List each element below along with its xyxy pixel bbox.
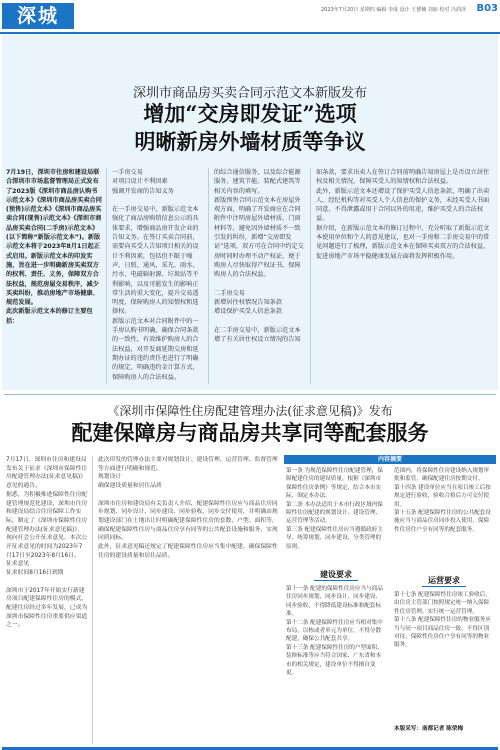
- subhead-build: 建设要求: [320, 570, 352, 579]
- page-header: [0, 0, 500, 34]
- article1-lead: 7月19日，深圳市住房和建设局联合深圳市市场监督管理局正式发布了2023版《深圳市商品房认购书示范文本》《深圳市商品房买卖合同(预售)示范文本》《深圳市商品房买卖合同(现售)示范文本》《深圳市商品房买卖合同(二手房)示范文本》(以下简称“新版示范文本”)。新版示范文本将于2023年8月1日起正式启用。新版示范文本的印发实施，旨在进一步明确新房买卖双方的权利、责任、义务，保障双方合法权益，规范房屋交易秩序，减少买卖纠纷，推动房地产市场健康、规范发展。 此次新版示范文本的修订主要包括：: [6, 169, 102, 325]
- subhead-underline: [314, 580, 358, 581]
- article2-column-2: 此次印发的管理办法主要对规划设计、建设管理、运营管理、监督管理等方面进行明确和规范。 规划设计 确保建设质量和居住品质 深圳市住房和建设局有关负责人介绍，配建保障性住房应与商品住房同步规划、同步设计、同步建设、同步验收、同步交付使用，并明确由规划建设部门在土地出让时明确配建保障性住房的套数、户型、面积等，确保配建保障性住房与商品住房享有同等的公共配套设施和服务，实现同质同标。 此外，征求意见稿还规定了配建保障性住房应当集中配建，确保保障性住房的建设质量和居住品质。: [98, 457, 278, 559]
- article1-column-2: 一手房交易 对项目设计不利因素 强调开发商的告知义务 在一手房交易中，新版示范文本强化了商品房购销信息公示的具体要求，增强商品房开发企业的告知义务。在签订买卖合同前，需要向买受人告知项目相关的设计不利因素，包括但不限于噪声、日照、通风、采光、雨水、污水、电磁辐射源、垃圾站等不利影响，以及可能发生的影响正常生活的重大变化，提升交易透明度，保障购房人的知情权和选择权。 新版示范文本对合同附件中的一手房认购书明确，确保合同条款的一致性，有效维护购房人的合法权益，对开发商延期交房和延期办证的违约责任也进行了明确的规定，明确违约金计算方式，保障购房人的合法权益。: [112, 169, 199, 381]
- article2-kicker: 《深圳市保障性住房配建管理办法(征求意见稿)》发布: [107, 404, 393, 418]
- subhead-underline: [422, 586, 466, 587]
- column-divider: [106, 168, 107, 384]
- article1-headline-line2: 明晰新房外墙材质等争议: [134, 129, 366, 154]
- subhead-ops: 运营要求: [428, 576, 460, 585]
- page-number: B03: [476, 3, 498, 14]
- summary-lead: 第一条 为规范保障性住房配建管理，保障配建住房的建设质量，根据《深圳市保障性住房条例》等规定，结合本市实际，制定本办法。 第二条 本办法适用于本市行政区域内保障性住房配建的规划设计、建设管理、运营管理等活动。 第三条 配建保障性住房应当遵循政府主导、统筹规划、同步建设、分类管理的原则。: [286, 468, 383, 550]
- summary-header: 内容摘要: [284, 455, 496, 464]
- section-badge: 深城: [2, 3, 74, 29]
- column-divider: [208, 168, 209, 384]
- column-divider: [310, 168, 311, 384]
- summary-ops: 第十七条 配建保障性住房竣工验收后，由住房主管部门按照规定统一纳入保障性住房管理，实行统一运营管理。 第十八条 配建保障性住房的物业服务应当与同一项目商品住房一致，不得区别对待，保障性住房住户享有同等的物业服务。: [394, 592, 491, 649]
- article-separator: [4, 394, 496, 395]
- article1-column-3: 的综合通信服务，以及综合能源服务、建筑节能、装配式建筑等相关内容的填写。 新版预售合同示范文本在房屋外观方面，明确了开发商应在合同附件中注明房屋外墙材质、门窗材料等，避免因外墙材质不一致引发的纠纷，新增“交房即发证”选项，双方可在合同中约定交房时同时办理不动产权证，便于购房人尽快取得产权证书，保障购房人的合法权益。 二手房交易 新增居住权情况告知条款 增设保护买受人信息条款 在二手房交易中，新版示范文本增了有关居住权设立情况的告知: [214, 169, 304, 344]
- byline: 本版采写：南都记者 陈荣梅: [394, 726, 464, 732]
- summary-sidebar: [284, 455, 496, 745]
- article2-column-1: 7月17日，深圳市住房和建设局发布关于征求《深圳市保障性住房配建管理办法(征求意见稿)》意见的通告。 据悉，为积极推进保障性住房配建管理规范化建设，深圳市住房和建设局结合住房保障工作实际，制定了《深圳市保障性住房配建管理办法(征求意见稿)》，现向社会公开征求意见，本次公开征求意见的时间为2023年7月17日至2023年8月16日。 征求意见 征求时间8月16日到期 深圳市于2017年开始实行新建房项目配建保障性住房的模式，配建住房经过多年发展，已成为深圳市保障性住房重要供应渠道之一。: [6, 457, 88, 629]
- article2-headline: 配建保障房与商品房共享同等配套服务: [71, 420, 429, 445]
- summary-right: 范围内，将保障性住房建设纳入规划审批和监管，确保配建住房按期交付。 第十四条 建设单位应当在项目竣工后按规定进行验收，验收合格后方可交付使用。 第十五条 配建保障性住房的公共配套设施应当与商品住房同步投入使用，保障性住房住户享有同等的配套服务。: [394, 468, 491, 533]
- header-meta: 2023年7月20日 星期四 编辑 李成 设计 王德楠 刘丽 校对 冯润泽: [321, 7, 466, 13]
- summary-build: 第十一条 配建的保障性住房应当与商品住房同步规划、同步设计、同步建设、同步验收，不得降低建设标准和配套标准。 第十二条 配建保障性住房应当相对集中布局，以栋或者单元为单位，不得分散配建，确保公共配套共享。 第十三条 配建保障性住房的户型面积、装修标准等应当符合国家、广东省和本市的相关规定，建设单位不得擅自变更。: [286, 586, 383, 677]
- article1-column-4: 如条款，要求出卖人在签订合同前明确告知房屋上是否设立居住权及相关情况，保障买受人的知情权和合法权益。 此外，新版示范文本还增设了保护买受人信息条款，明确了出卖人、经纪机构等对买受人个人信息的保护义务，未经买受人书面同意，不得泄露或用于合同以外的用途，维护买受人的合法权益。 据介绍，在新版示范文本的修订过程中，充分听取了新版示范文本使用单位和个人的意见建议，也对一手房和二手房交易中的常见问题进行了梳理，新版示范文本在保障买卖双方的合法权益、促进房地产市场平稳健康发展方面将发挥积极作用。: [316, 169, 490, 260]
- article1-headline-line1: 增加“交房即发证”选项: [143, 101, 357, 126]
- column-divider: [92, 456, 93, 744]
- article1-kicker: 深圳市商品房买卖合同示范文本新版发布: [132, 86, 367, 101]
